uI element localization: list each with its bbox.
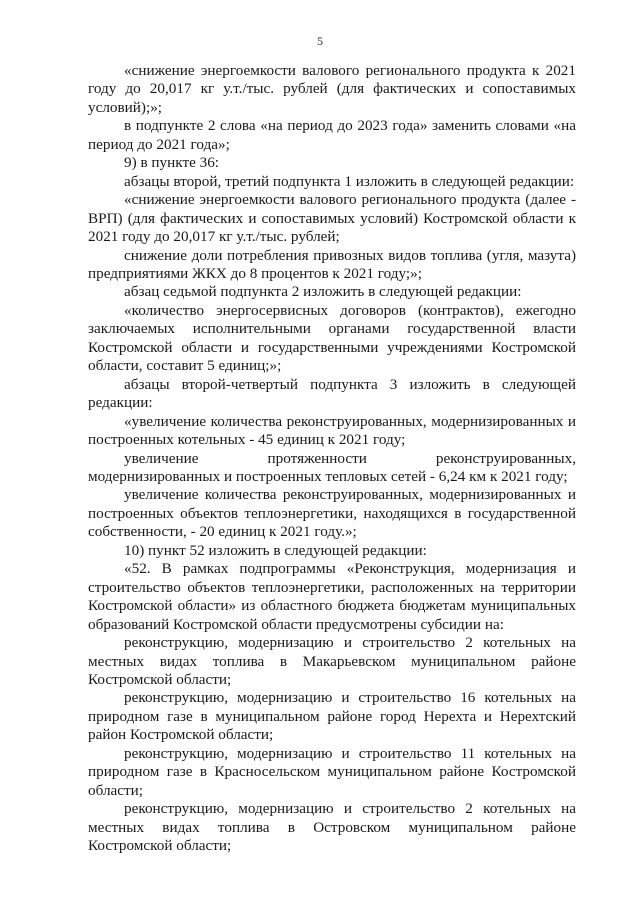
paragraph: реконструкцию, модернизацию и строительство 2 котельных на местных видах топлива в Островском муниципальном районе Костромской области; bbox=[88, 800, 576, 855]
paragraph: абзац седьмой подпункта 2 изложить в следующей редакции: bbox=[124, 283, 522, 301]
paragraph: увеличение протяженности реконструированных, модернизированных и построенных тепловых сетей - 6,24 км к 2021 году; bbox=[88, 449, 576, 485]
paragraph: «увеличение количества реконструированных, модернизированных и построенных котельных - 45 единиц к 2021 году; bbox=[88, 412, 576, 449]
paragraph: абзацы второй, третий подпункта 1 изложить в следующей редакции: bbox=[124, 172, 575, 190]
page-number: 5 bbox=[317, 34, 323, 48]
paragraph: «снижение энергоемкости валового регионального продукта (далее - ВРП) (для фактических и сопоставимых условий) Костромской области к 2021 году до 20,017 кг у.т./тыс. рублей; bbox=[88, 191, 576, 246]
paragraph: «52. В рамках подпрограммы «Реконструкция, модернизация и строительство объектов теплоэнергетики, расположенных на территории Костромской области» из областного бюджета бюджетам муниципальных образований Костромской области предусмотрены субсидии на: bbox=[88, 560, 576, 633]
paragraph: 9) в пункте 36: bbox=[124, 154, 220, 172]
paragraph: «количество энергосервисных договоров (контрактов), ежегодно заключаемых исполнительными органами государственной власти Костромской области и государственными учреждениями Костромской области, составит 5 единиц;»; bbox=[88, 301, 576, 375]
paragraph: увеличение количества реконструированных, модернизированных и построенных объектов теплоэнергетики, находящихся в государственной собственности, - 20 единиц к 2021 году.»; bbox=[88, 486, 576, 541]
paragraph: в подпункте 2 слова «на период до 2023 года» заменить словами «на период до 2021 года»; bbox=[88, 117, 576, 153]
paragraph: снижение доли потребления привозных видов топлива (угля, мазута) предприятиями ЖКХ до 8 процентов к 2021 году;»; bbox=[88, 246, 576, 282]
paragraph: реконструкцию, модернизацию и строительство 16 котельных на природном газе в муниципальном районе город Нерехта и Нерехтский район Костромской области; bbox=[88, 689, 576, 744]
paragraph: абзацы второй-четвертый подпункта 3 изложить в следующей редакции: bbox=[88, 375, 576, 412]
paragraph: «снижение энергоемкости валового регионального продукта к 2021 году до 20,017 кг у.т./тыс. рублей (для фактических и сопоставимых условий);»; bbox=[88, 62, 576, 116]
paragraph: реконструкцию, модернизацию и строительство 2 котельных на местных видах топлива в Макарьевском муниципальном районе Костромской области; bbox=[88, 634, 576, 688]
paragraph: реконструкцию, модернизацию и строительство 11 котельных на природном газе в Красносельском муниципальном районе Костромской области; bbox=[88, 744, 576, 799]
paragraph: 10) пункт 52 изложить в следующей редакции: bbox=[124, 541, 427, 559]
document-body bbox=[88, 62, 576, 855]
